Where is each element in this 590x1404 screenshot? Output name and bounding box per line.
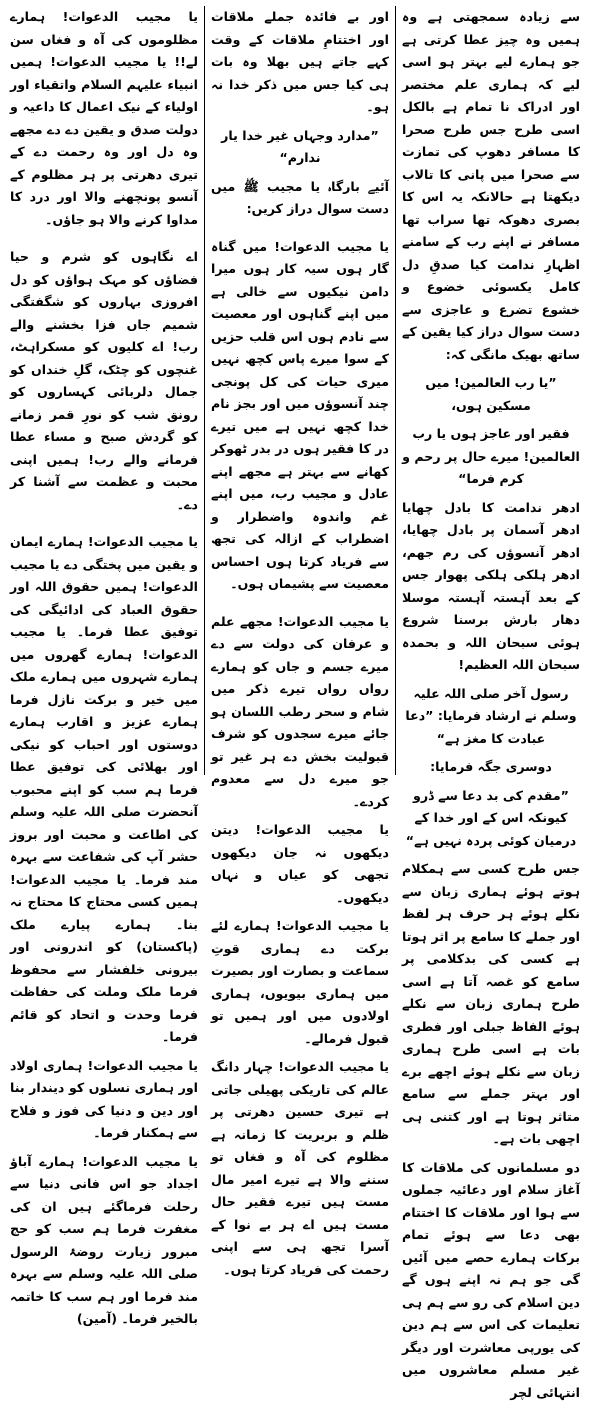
paragraph: یا مجیب الدعوات! ہمارے لئے برکت دے ہماری قوتِ سماعت و بصارت اور بصیرت میں ہماری بیویوں، ہماری اولادوں میں اور ہمیں تو قبول فرمالے۔ (211, 915, 389, 1050)
paragraph: دو مسلمانوں کی ملاقات کا آغاز سلام اور دعائیہ جملوں سے ہوا اور ملاقات کا اختتام بھی دعا سے ہوئے تمام برکات ہمارے حصے میں آئیں گی جو ہم نہ اپنے ہوں گے دین اسلام کی رو سے ہم ہی تعلیمات کی اس سے ہم دین کی یورپی معاشرت اور دیگر غیر مسلم معاشروں میں انتہائی لچر (402, 1157, 580, 1404)
paragraph: یا مجیب الدعوات! ہمارے آباؤ اجداد جو اس فانی دنیا سے رحلت فرماگئے ہیں ان کی مغفرت فرما ہم سب کو حج مبرور زیارت روضۂ الرسول صلی اللہ علیہ وسلم سے بہرہ مند فرما اور ہم سب کا خاتمہ بالخیر فرما۔ (آمین) (10, 1151, 198, 1331)
paragraph: یا مجیب الدعوات! چہار دانگ عالم کی تاریکی پھیلی جاتی ہے تیری حسین دھرتی پر ظلم و بربریت کا زمانہ ہے مظلوم کی آہ و فغاں تو سننے والا ہے تیرے امیر مال مست ہیں تیرے فقیر حال مست ہیں اے ہر بے نوا کے آسرا تجھ ہی سے اپنی رحمت کی فریاد کرتا ہوں۔ (211, 1056, 389, 1281)
quote-line: ”یا رب العالمین! میں مسکین ہوں، (402, 372, 580, 417)
paragraph: یا مجیب الدعوات! ہمارے ایمان و یقین میں پختگی دے یا مجیب الدعوات! ہمیں حقوق اللہ اور حقوق العباد کی ادائیگی کی توفیق عطا فرما۔ یا مجیب الدعوات! ہمارے گھروں میں ہمارے شہروں میں ہمارے ملک میں خیر و برکت نازل فرما ہمارے عزیز و اقارب ہمارے دوستوں اور احباب کو نیکی اور بھلائی کی توفیق عطا فرما ہم سب کو اپنے محبوب آنحضرت صلی اللہ علیہ وسلم کی اطاعت و محبت اور بروز حشر آپ کی شفاعت سے بہرہ مند فرما۔ یا مجیب الدعوات! ہمیں کسی محتاج کا محتاج نہ بنا۔ ہمارے پیارے ملک (پاکستان) کو اندرونی اور بیرونی خلفشار سے محفوظ فرما ملک وملت کی حفاظت فرما وحدت و اتحاد کو قائم فرما۔ (10, 531, 198, 1049)
paragraph: رسول آخر صلی اللہ علیہ وسلم نے ارشاد فرمایا: ”دعا عبادت کا مغز ہے“ (402, 683, 580, 751)
paragraph: ادھر ندامت کا بادل چھایا ادھر آسمان پر بادل چھایا، ادھر آنسوؤں کی رم جھم، ادھر ہلکی ہلکی پھوار جس کے بعد آہستہ آہستہ موسلا دھار بارش برسنا شروع ہوئی سبحان اللہ و بحمدہ سبحان اللہ العظیم! (402, 497, 580, 677)
paragraph: یا مجیب الدعوات! ہماری اولاد اور ہماری نسلوں کو دیندار بنا اور دین و دنیا کی فوز و فلاح سے ہمکنار فرما۔ (10, 1055, 198, 1145)
paragraph: اے نگاہوں کو شرم و حیا فضاؤں کو مہک ہواؤں کو دل افروزی بہاروں کو شگفتگی شمیم جاں فزا بخشنے والے رب! اے کلیوں کو مسکراہٹ، غنچوں کو چٹک، گلِ خنداں کو جمال دلربائی کہساروں کو رونق شب کو نورِ قمر زمانے کو گردش صبح و مساء عطا فرمانے والے رب! ہمیں اپنی محبت و عظمت سے آشنا کر دے۔ (10, 246, 198, 516)
quote-line: ”مقدم کی بد دعا سے ڈرو کیونکہ اس کے اور خدا کے درمیان کوئی پردہ نہیں ہے“ (402, 785, 580, 853)
paragraph: یا مجیب الدعوات! ہمارے مظلوموں کی آہ و فغاں سن لے!! یا مجیب الدعوات! ہمیں انبیاء علیہم السلام واتقیاء اور اولیاء کے نیک اعمال کا داعیہ و دولت صدق و یقین دے دے مجھے وہ دل اور وہ رحمت دے کے تیری دھرتی پر ہر مظلوم کے آنسو پونچھنے والا اور درد کا مداوا کرنے والا ہو جاؤں۔ (10, 6, 198, 231)
paragraph: سے زیادہ سمجھتی ہے وہ ہمیں وہ چیز عطا کرتی ہے جو ہمارے لیے بہتر ہو اسی لیے کہ ہماری علم مختصر اور ادراک نا تمام ہے بالکل اسی طرح جس طرح صحرا کا مسافر دھوپ کی تمازت سے صحرا میں پانی کا تالاب دیکھتا ہے حالانکہ یہ اس کا بصری دھوکہ تھا سراب تھا مسافر نے اپنے رب کے سامنے اظہارِ ندامت کیا صدقِ دل کامل یکسوئی خضوع و خشوع تضرع و عاجزی سے دست سوال دراز کیا یقین کے ساتھ بھیک مانگی کہ: (402, 6, 580, 366)
paragraph: دوسری جگہ فرمایا: (402, 756, 580, 779)
paragraph: فقیر اور عاجز ہوں یا رب العالمین! میرے حال پر رحم و کرم فرما“ (402, 423, 580, 491)
quote-line: ”مدارد وجہاں غیر خدا یار ندارم“ (211, 125, 389, 170)
paragraph: یا مجیب الدعوات! میں گناہ گار ہوں سیہ کار ہوں میرا دامن نیکیوں سے خالی ہے میں اپنے گناہوں اور معصیت سے نادم ہوں اس قلب حزیں کے سوا میرے پاس کچھ نہیں میری حیات کی کل پونجی چند آنسوؤں میں اور بجز نام خدا کچھ نہیں ہے میں تیرے در کا فقیر ہوں در بدر ٹھوکر کھانے سے بہتر ہے مجھے اپنے عادل و مجیب رب، میں اپنے غم واندوہ واضطرار و اضطراب کے ازالہ کی تجھ سے فریاد کرتا ہوں احساس معصیت سے پشیماں ہوں۔ (211, 236, 389, 596)
column-left (4, 6, 204, 775)
paragraph: یا مجیب الدعوات! مجھے علم و عرفان کی دولت سے دے میرے جسم و جاں کو ہمارے رواں رواں تیرے ذکر میں شام و سحر رطب اللسان ہو جائے میرے سجدوں کو شرف قبولیت بخش دے ہر غیر تو جو میرے دل سے معدوم کردے۔ (211, 611, 389, 814)
paragraph: جس طرح کسی سے ہمکلام ہوتے ہوئے ہماری زبان سے نکلے ہوئے ہر حرف ہر لفظ اور جملے کا سامع پر اثر ہوتا ہے کسی کی بدکلامی پر سامع کو غصہ آتا ہے اسی طرح ہماری زبان سے نکلے ہوئے الفاظ جبلی اور فطری بات ہے اسی طرح ہماری زبان سے نکلے ہوئے اچھے برے اور بہتر جملے سے سامع متاثر ہوتا ہے اور کتنی ہی اچھی بات ہے۔ (402, 858, 580, 1151)
column-middle (204, 6, 396, 775)
paragraph: آئیے بارگاہ یا مجیب ﷺ میں دست سوال دراز کریں: (211, 176, 389, 221)
paragraph: یا مجیب الدعوات! دیتن دیکھوں نہ جان دیکھوں تجھی کو عیاں و نہاں دیکھوں۔ (211, 819, 389, 909)
column-right (396, 6, 586, 775)
paragraph: اور بے فائدہ جملے ملاقات اور اختتامِ ملاقات کے وقت کہے جاتے ہیں بھلا وہ بات ہی کیا جس میں ذکر خدا نہ ہو۔ (211, 6, 389, 119)
